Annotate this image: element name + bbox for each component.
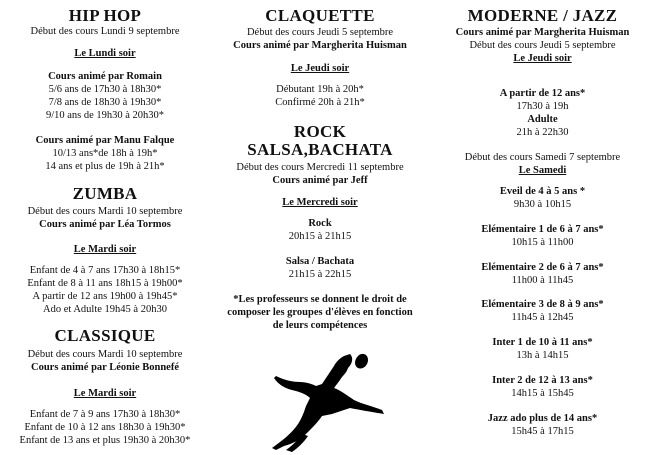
saturday-course-time: 11h45 à 12h45: [511, 312, 574, 323]
saturday-course-time: 9h30 à 10h15: [513, 199, 572, 210]
moderne-course-name: Adulte: [527, 114, 558, 125]
hiphop-teacher1: Cours animé par Romain: [48, 71, 162, 82]
saturday-course-time: 13h à 14h15: [516, 350, 569, 361]
saturday-course-name: Elémentaire 2 de 6 à 7 ans*: [481, 262, 604, 273]
moderne-start: Début des cours Jeudi 5 septembre: [469, 40, 616, 51]
zumba-day: Le Mardi soir: [73, 244, 137, 255]
moderne-start2: Début des cours Samedi 7 septembre: [464, 152, 621, 163]
hiphop-group: 5/6 ans de 17h30 à 18h30*: [48, 84, 162, 95]
moderne-course-time: 17h30 à 19h: [516, 101, 569, 112]
claquette-group: Confirmé 20h à 21h*: [275, 97, 365, 108]
moderne-day2: Le Samedi: [518, 165, 567, 176]
hiphop-group: 9/10 ans de 19h30 à 20h30*: [45, 110, 165, 121]
zumba-group: Enfant de 4 à 7 ans 17h30 à 18h15*: [29, 265, 181, 276]
saturday-course-name: Jazz ado plus de 14 ans*: [487, 413, 598, 424]
claquette-teacher: Cours animé par Margherita Huisman: [233, 40, 407, 51]
moderne-title: MODERNE / JAZZ: [467, 6, 618, 25]
rock-subtitle: SALSA,BACHATA: [247, 140, 393, 159]
classique-group: Enfant de 7 à 9 ans 17h30 à 18h30*: [29, 409, 181, 420]
saturday-course-time: 11h00 à 11h45: [511, 275, 574, 286]
classique-teacher: Cours animé par Léonie Bonnefé: [31, 362, 179, 373]
zumba-group: Ado et Adulte 19h45 à 20h30: [43, 304, 167, 315]
saturday-course-name: Eveil de 4 à 5 ans *: [499, 186, 586, 197]
classique-group: Enfant de 13 ans et plus 19h30 à 20h30*: [19, 435, 191, 446]
saturday-course-time: 15h45 à 17h15: [511, 426, 574, 437]
hiphop-day: Le Lundi soir: [74, 48, 136, 59]
claquette-day: Le Jeudi soir: [290, 63, 350, 74]
hiphop-title: HIP HOP: [68, 6, 142, 25]
claquette-group: Débutant 19h à 20h*: [276, 84, 364, 95]
rock-course-time: 20h15 à 21h15: [288, 231, 352, 242]
hiphop-group: 14 ans et plus de 19h à 21h*: [45, 161, 165, 172]
note-line: *Les professeurs se donnent le droit de: [233, 294, 407, 305]
classique-title: CLASSIQUE: [54, 326, 156, 345]
salsa-course-name: Salsa / Bachata: [285, 256, 355, 267]
note-line: de leurs compétences: [272, 320, 368, 331]
classique-group: Enfant de 10 à 12 ans 18h30 à 19h30*: [24, 422, 186, 433]
moderne-course-time: 21h à 22h30: [516, 127, 569, 138]
classique-day: Le Mardi soir: [73, 388, 137, 399]
saturday-course-name: Elémentaire 1 de 6 à 7 ans*: [481, 224, 604, 235]
rock-teacher: Cours animé par Jeff: [272, 175, 368, 186]
hiphop-teacher2: Cours animé par Manu Falque: [35, 135, 175, 146]
zumba-group: A partir de 12 ans 19h00 à 19h45*: [32, 291, 178, 302]
salsa-course-time: 21h15 à 22h15: [288, 269, 352, 280]
rock-course-name: Rock: [308, 218, 332, 229]
zumba-teacher: Cours animé par Léa Tormos: [39, 219, 171, 230]
saturday-course-name: Inter 2 de 12 à 13 ans*: [492, 375, 593, 386]
zumba-start: Début des cours Mardi 10 septembre: [27, 206, 183, 217]
zumba-title: ZUMBA: [72, 184, 138, 203]
rock-start: Début des cours Mercredi 11 septembre: [236, 162, 404, 173]
hiphop-group: 10/13 ans*de 18h à 19h*: [52, 148, 158, 159]
saturday-course-name: Inter 1 de 10 à 11 ans*: [492, 337, 593, 348]
hiphop-start: Début des cours Lundi 9 septembre: [30, 26, 180, 37]
claquette-start: Début des cours Jeudi 5 septembre: [246, 27, 394, 38]
zumba-group: Enfant de 8 à 11 ans 18h15 à 19h00*: [27, 278, 183, 289]
moderne-teacher: Cours animé par Margherita Huisman: [455, 27, 630, 38]
saturday-course-time: 14h15 à 15h45: [511, 388, 574, 399]
moderne-course-name: A partir de 12 ans*: [499, 88, 586, 99]
note-line: composer les groupes d'élèves en fonction: [227, 307, 413, 318]
moderne-day: Le Jeudi soir: [513, 53, 572, 64]
saturday-course-time: 10h15 à 11h00: [511, 237, 574, 248]
dancer-silhouette-image: [262, 350, 392, 455]
hiphop-group: 7/8 ans de 18h30 à 19h30*: [48, 97, 162, 108]
claquette-title: CLAQUETTE: [265, 6, 375, 25]
classique-start: Début des cours Mardi 10 septembre: [27, 349, 183, 360]
saturday-course-name: Elémentaire 3 de 8 à 9 ans*: [481, 299, 604, 310]
rock-day: Le Mercredi soir: [282, 197, 358, 208]
rock-title: ROCK: [293, 122, 347, 141]
